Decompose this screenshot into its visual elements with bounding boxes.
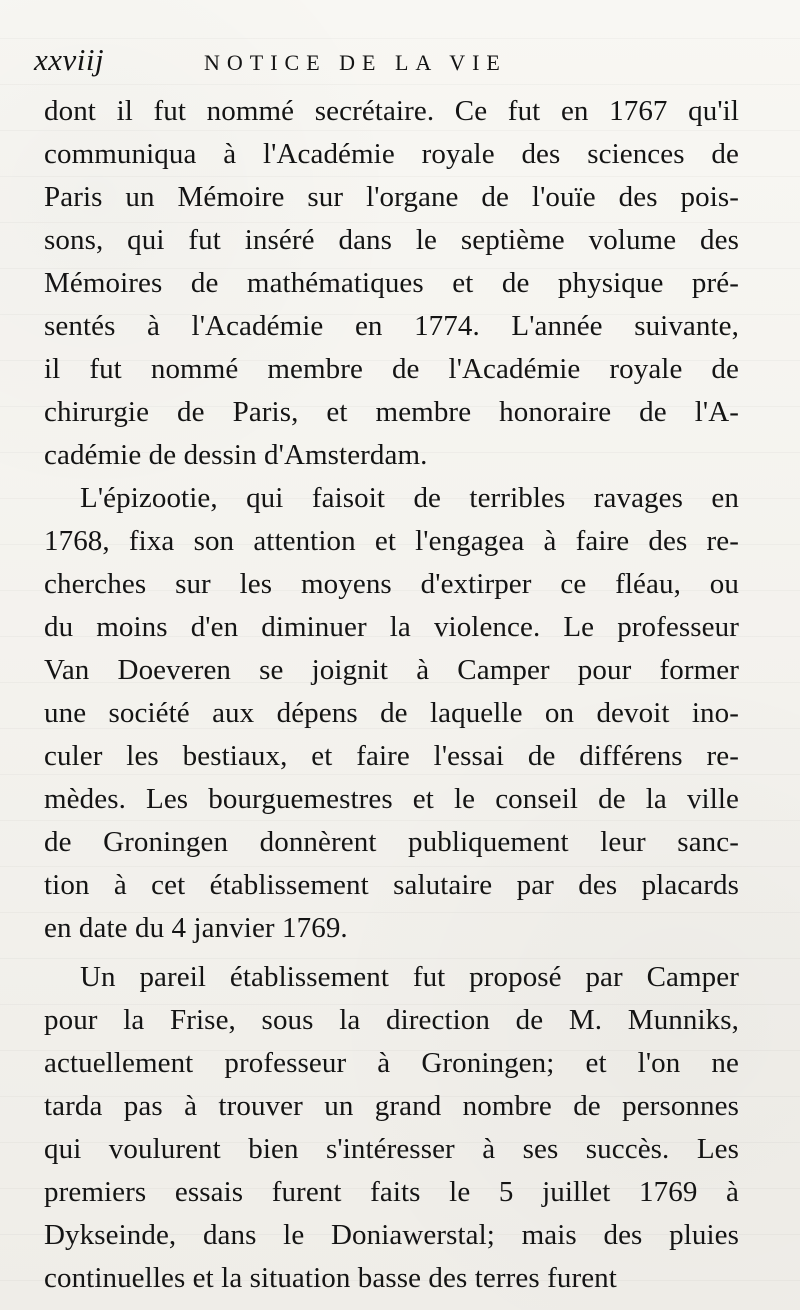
text-line: cherches sur les moyens d'extirper ce fléau, ou (44, 568, 739, 600)
text-line: Paris un Mémoire sur l'organe de l'ouïe des pois- (44, 181, 739, 213)
text-line: dont il fut nommé secrétaire. Ce fut en 1767 qu'il (44, 95, 739, 127)
text-line: L'épizootie, qui faisoit de terribles ravages en (80, 482, 739, 514)
body-text (44, 90, 739, 1300)
text-line: premiers essais furent faits le 5 juillet 1769 à (44, 1176, 739, 1208)
text-line: en date du 4 janvier 1769. (44, 912, 348, 944)
text-line: chirurgie de Paris, et membre honoraire de l'A- (44, 396, 739, 428)
text-line: pour la Frise, sous la direction de M. Munniks, (44, 1004, 739, 1036)
page-header (34, 40, 760, 84)
text-line: Un pareil établissement fut proposé par Camper (80, 961, 739, 993)
page-number: xxviij (34, 42, 105, 77)
text-line: communiqua à l'Académie royale des sciences de (44, 138, 739, 170)
text-line: une société aux dépens de laquelle on devoit ino- (44, 697, 739, 729)
text-line: sons, qui fut inséré dans le septième volume des (44, 224, 739, 256)
text-line: cadémie de dessin d'Amsterdam. (44, 439, 428, 471)
text-line: actuellement professeur à Groningen; et l'on ne (44, 1047, 739, 1079)
text-line: 1768, fixa son attention et l'engagea à faire des re- (44, 525, 739, 557)
text-line: Dykseinde, dans le Doniawerstal; mais des pluies (44, 1219, 739, 1251)
text-line: qui voulurent bien s'intéresser à ses succès. Les (44, 1133, 739, 1165)
text-line: culer les bestiaux, et faire l'essai de différens re- (44, 740, 739, 772)
text-line: il fut nommé membre de l'Académie royale de (44, 353, 739, 385)
text-line: de Groningen donnèrent publiquement leur sanc- (44, 826, 739, 858)
text-line: du moins d'en diminuer la violence. Le professeur (44, 611, 739, 643)
text-line: mèdes. Les bourguemestres et le conseil de la ville (44, 783, 739, 815)
text-line: sentés à l'Académie en 1774. L'année suivante, (44, 310, 739, 342)
running-title: NOTICE DE LA VIE (204, 50, 507, 75)
text-line: continuelles et la situation basse des terres furent (44, 1262, 617, 1294)
text-line: Van Doeveren se joignit à Camper pour former (44, 654, 739, 686)
text-line: tarda pas à trouver un grand nombre de personnes (44, 1090, 739, 1122)
text-line: Mémoires de mathématiques et de physique pré- (44, 267, 739, 299)
text-line: tion à cet établissement salutaire par des placards (44, 869, 739, 901)
